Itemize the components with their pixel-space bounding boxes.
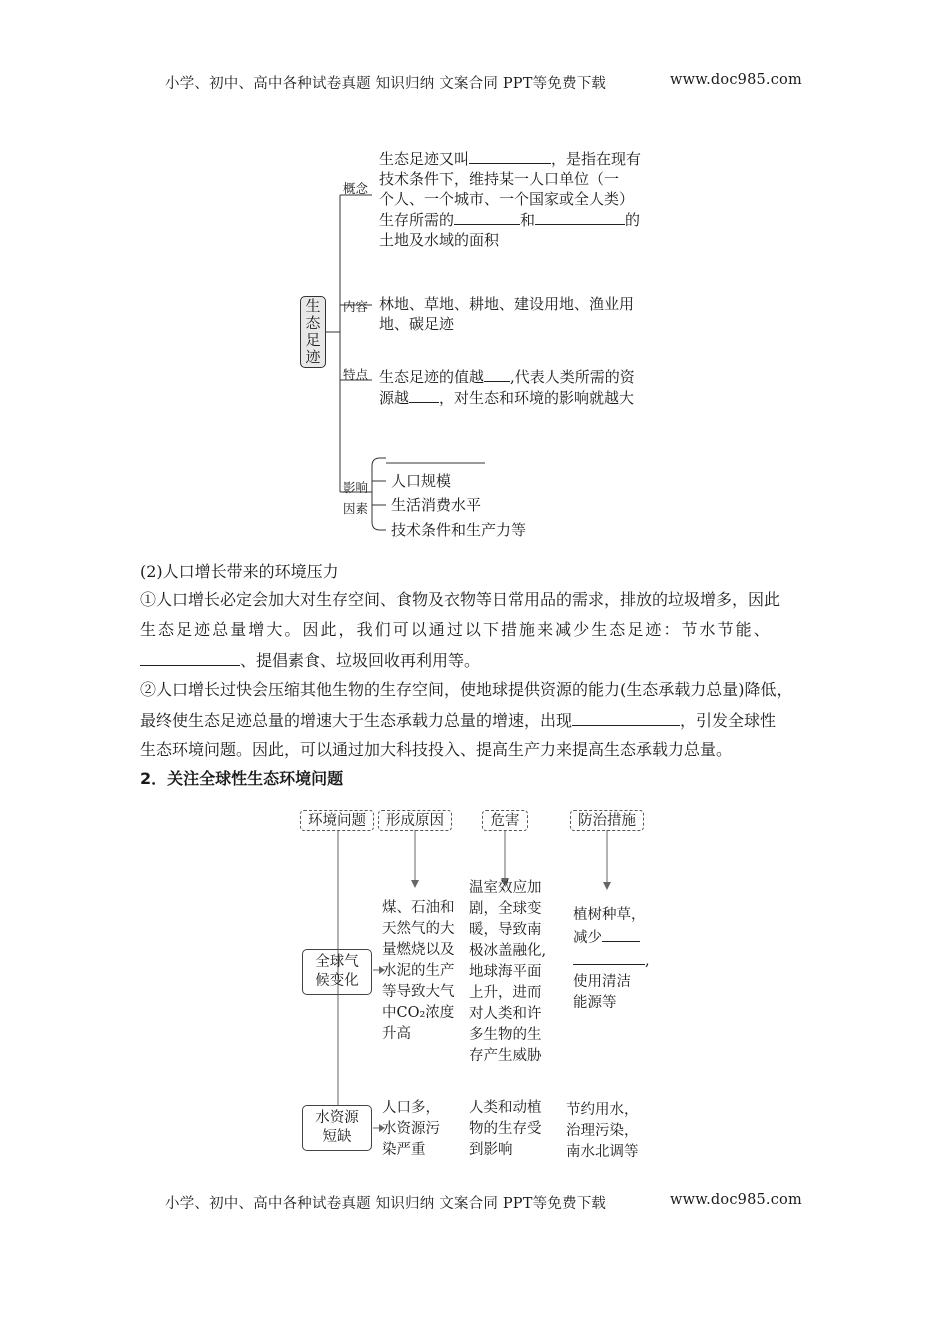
concept-line: 个人、一个城市、一个国家或全人类）: [379, 190, 635, 208]
water-shortage-box: [302, 1105, 372, 1151]
paragraph-2-line: 生态环境问题。因此，可以通过加大科技投入、提高生产力来提高生态承载力总量。: [140, 740, 733, 759]
concept-line: 的: [625, 211, 641, 229]
feature-text: [379, 366, 635, 408]
measure-line: 节约用水，: [566, 1102, 639, 1118]
concept-line: 技术条件下，维持某一人口单位（一: [379, 170, 620, 188]
header-text: 小学、初中、高中各种试卷真题 知识归纳 文案合同 PPT等免费下载: [165, 76, 607, 92]
cause-line: 中CO₂浓度: [382, 1005, 455, 1021]
climate-change-box: [302, 949, 372, 995]
footer-text: 小学、初中、高中各种试卷真题 知识归纳 文案合同 PPT等免费下载: [165, 1196, 607, 1212]
section-heading: 2．关注全球性生态环境问题: [140, 769, 344, 788]
cause-line: 染严重: [382, 1142, 426, 1158]
branch-label-content: 内容: [343, 299, 369, 314]
harm-line: 多生物的生: [469, 1027, 542, 1043]
root-char: 足: [305, 331, 321, 349]
fill-blank: [573, 949, 645, 965]
branch-label-factors-1: 影响: [343, 480, 369, 495]
harm-line: 极冰盖融化,: [469, 943, 547, 959]
fill-blank: [140, 650, 240, 666]
water-measures: [566, 1100, 639, 1163]
cause-line: 量燃烧以及: [382, 942, 455, 958]
subheading-2: (2)人口增长带来的环境压力: [140, 562, 339, 581]
paragraph-2-text: 最终使生态足迹总量的增速大于生态承载力总量的增速，出现: [140, 711, 573, 730]
box-line: 候变化: [315, 973, 359, 989]
page-footer: [165, 1192, 802, 1213]
paragraph-1-line3: [140, 650, 480, 671]
concept-line: ，是指在现有: [551, 150, 642, 168]
harm-line: 到影响: [469, 1142, 513, 1158]
cause-line: 升高: [382, 1026, 411, 1042]
fill-blank: [469, 148, 551, 164]
root-char: 迹: [305, 348, 321, 366]
feature-line: ，对生态和环境的影响就越大: [439, 389, 635, 407]
harm-line: 暖，导致南: [469, 922, 542, 938]
footer-site: www.doc985.com: [670, 1192, 802, 1208]
water-harm: [469, 1098, 542, 1161]
paragraph-1-line: 生态足迹总量增大。因此，我们可以通过以下措施来减少生态足迹：节水节能、: [140, 620, 772, 639]
feature-line: ,代表人类所需的资: [510, 368, 635, 386]
header-env-problem: 环境问题: [300, 810, 374, 831]
cause-line: 人口多，: [382, 1100, 440, 1116]
paragraph-2-text: ，引发全球性: [680, 711, 777, 730]
content-line: 林地、草地、耕地、建设用地、渔业用: [379, 295, 635, 313]
harm-line: 物的生存受: [469, 1121, 542, 1137]
harm-line: 上升，进而: [469, 985, 542, 1001]
measure-line: ,: [645, 953, 650, 969]
fill-blank: [602, 926, 640, 942]
cause-line: 天然气的大: [382, 921, 455, 937]
fill-blank: [572, 710, 680, 726]
fill-blank: [454, 209, 520, 225]
cause-line: 水资源污: [382, 1121, 440, 1137]
measure-line: 植树种草，: [573, 907, 646, 923]
branch-label-factors-2: 因素: [343, 501, 369, 516]
harm-line: 存产生威胁: [469, 1048, 542, 1064]
concept-line: 土地及水域的面积: [379, 231, 500, 249]
content-line: 地、碳足迹: [379, 315, 455, 333]
water-cause: [382, 1098, 440, 1161]
feature-line: 源越: [379, 389, 410, 407]
measure-line: 使用清洁: [573, 974, 631, 990]
feature-line: 生态足迹的值越: [379, 368, 485, 386]
box-line: 水资源: [315, 1110, 359, 1126]
concept-line: 生存所需的: [379, 211, 455, 229]
cause-line: 等导致大气: [382, 984, 455, 1000]
header-harm: 危害: [482, 810, 528, 831]
cause-line: 煤、石油和: [382, 900, 455, 916]
measure-line: 减少: [573, 930, 602, 946]
climate-measures: [573, 905, 650, 1014]
box-line: 全球气: [315, 954, 359, 970]
fill-blank: [484, 366, 510, 382]
header-site: www.doc985.com: [670, 72, 802, 88]
paragraph-1-text: 、提倡素食、垃圾回收再利用等。: [240, 651, 481, 670]
harm-line: 人类和动植: [469, 1100, 542, 1116]
climate-cause: [382, 898, 455, 1045]
branch-label-concept: 概念: [343, 181, 369, 196]
measure-line: 治理污染，: [566, 1123, 639, 1139]
factor-item: 人口规模: [391, 472, 452, 490]
header-causes: 形成原因: [378, 810, 452, 831]
branch-label-feature: 特点: [343, 367, 369, 382]
concept-line: 和: [520, 211, 536, 229]
measure-line: 能源等: [573, 995, 617, 1011]
root-char: 生: [305, 297, 321, 315]
fill-blank: [409, 387, 439, 403]
climate-harm: [469, 878, 546, 1067]
fill-blank: [535, 209, 625, 225]
content-text: [379, 294, 634, 334]
cause-line: 水泥的生产: [382, 963, 455, 979]
harm-line: 剧，全球变: [469, 901, 542, 917]
ecological-footprint-box: [300, 296, 326, 368]
concept-line: 生态足迹又叫: [379, 150, 470, 168]
concept-text: [379, 148, 641, 250]
factor-item: 技术条件和生产力等: [391, 521, 527, 539]
box-line: 短缺: [322, 1129, 352, 1145]
harm-line: 地球海平面: [469, 964, 542, 980]
harm-line: 对人类和许: [469, 1006, 542, 1022]
header-measures: 防治措施: [570, 810, 644, 831]
harm-line: 温室效应加: [469, 880, 542, 896]
measure-line: 南水北调等: [566, 1144, 639, 1160]
factor-item: 生活消费水平: [391, 496, 482, 514]
paragraph-2-line: ②人口增长过快会压缩其他生物的生存空间，使地球提供资源的能力(生态承载力总量)降低，: [140, 680, 793, 699]
paragraph-2-line2: [140, 710, 776, 731]
root-char: 态: [305, 314, 321, 332]
paragraph-1-line: ①人口增长必定会加大对生存空间、食物及衣物等日常用品的需求，排放的垃圾增多，因此: [140, 590, 781, 609]
